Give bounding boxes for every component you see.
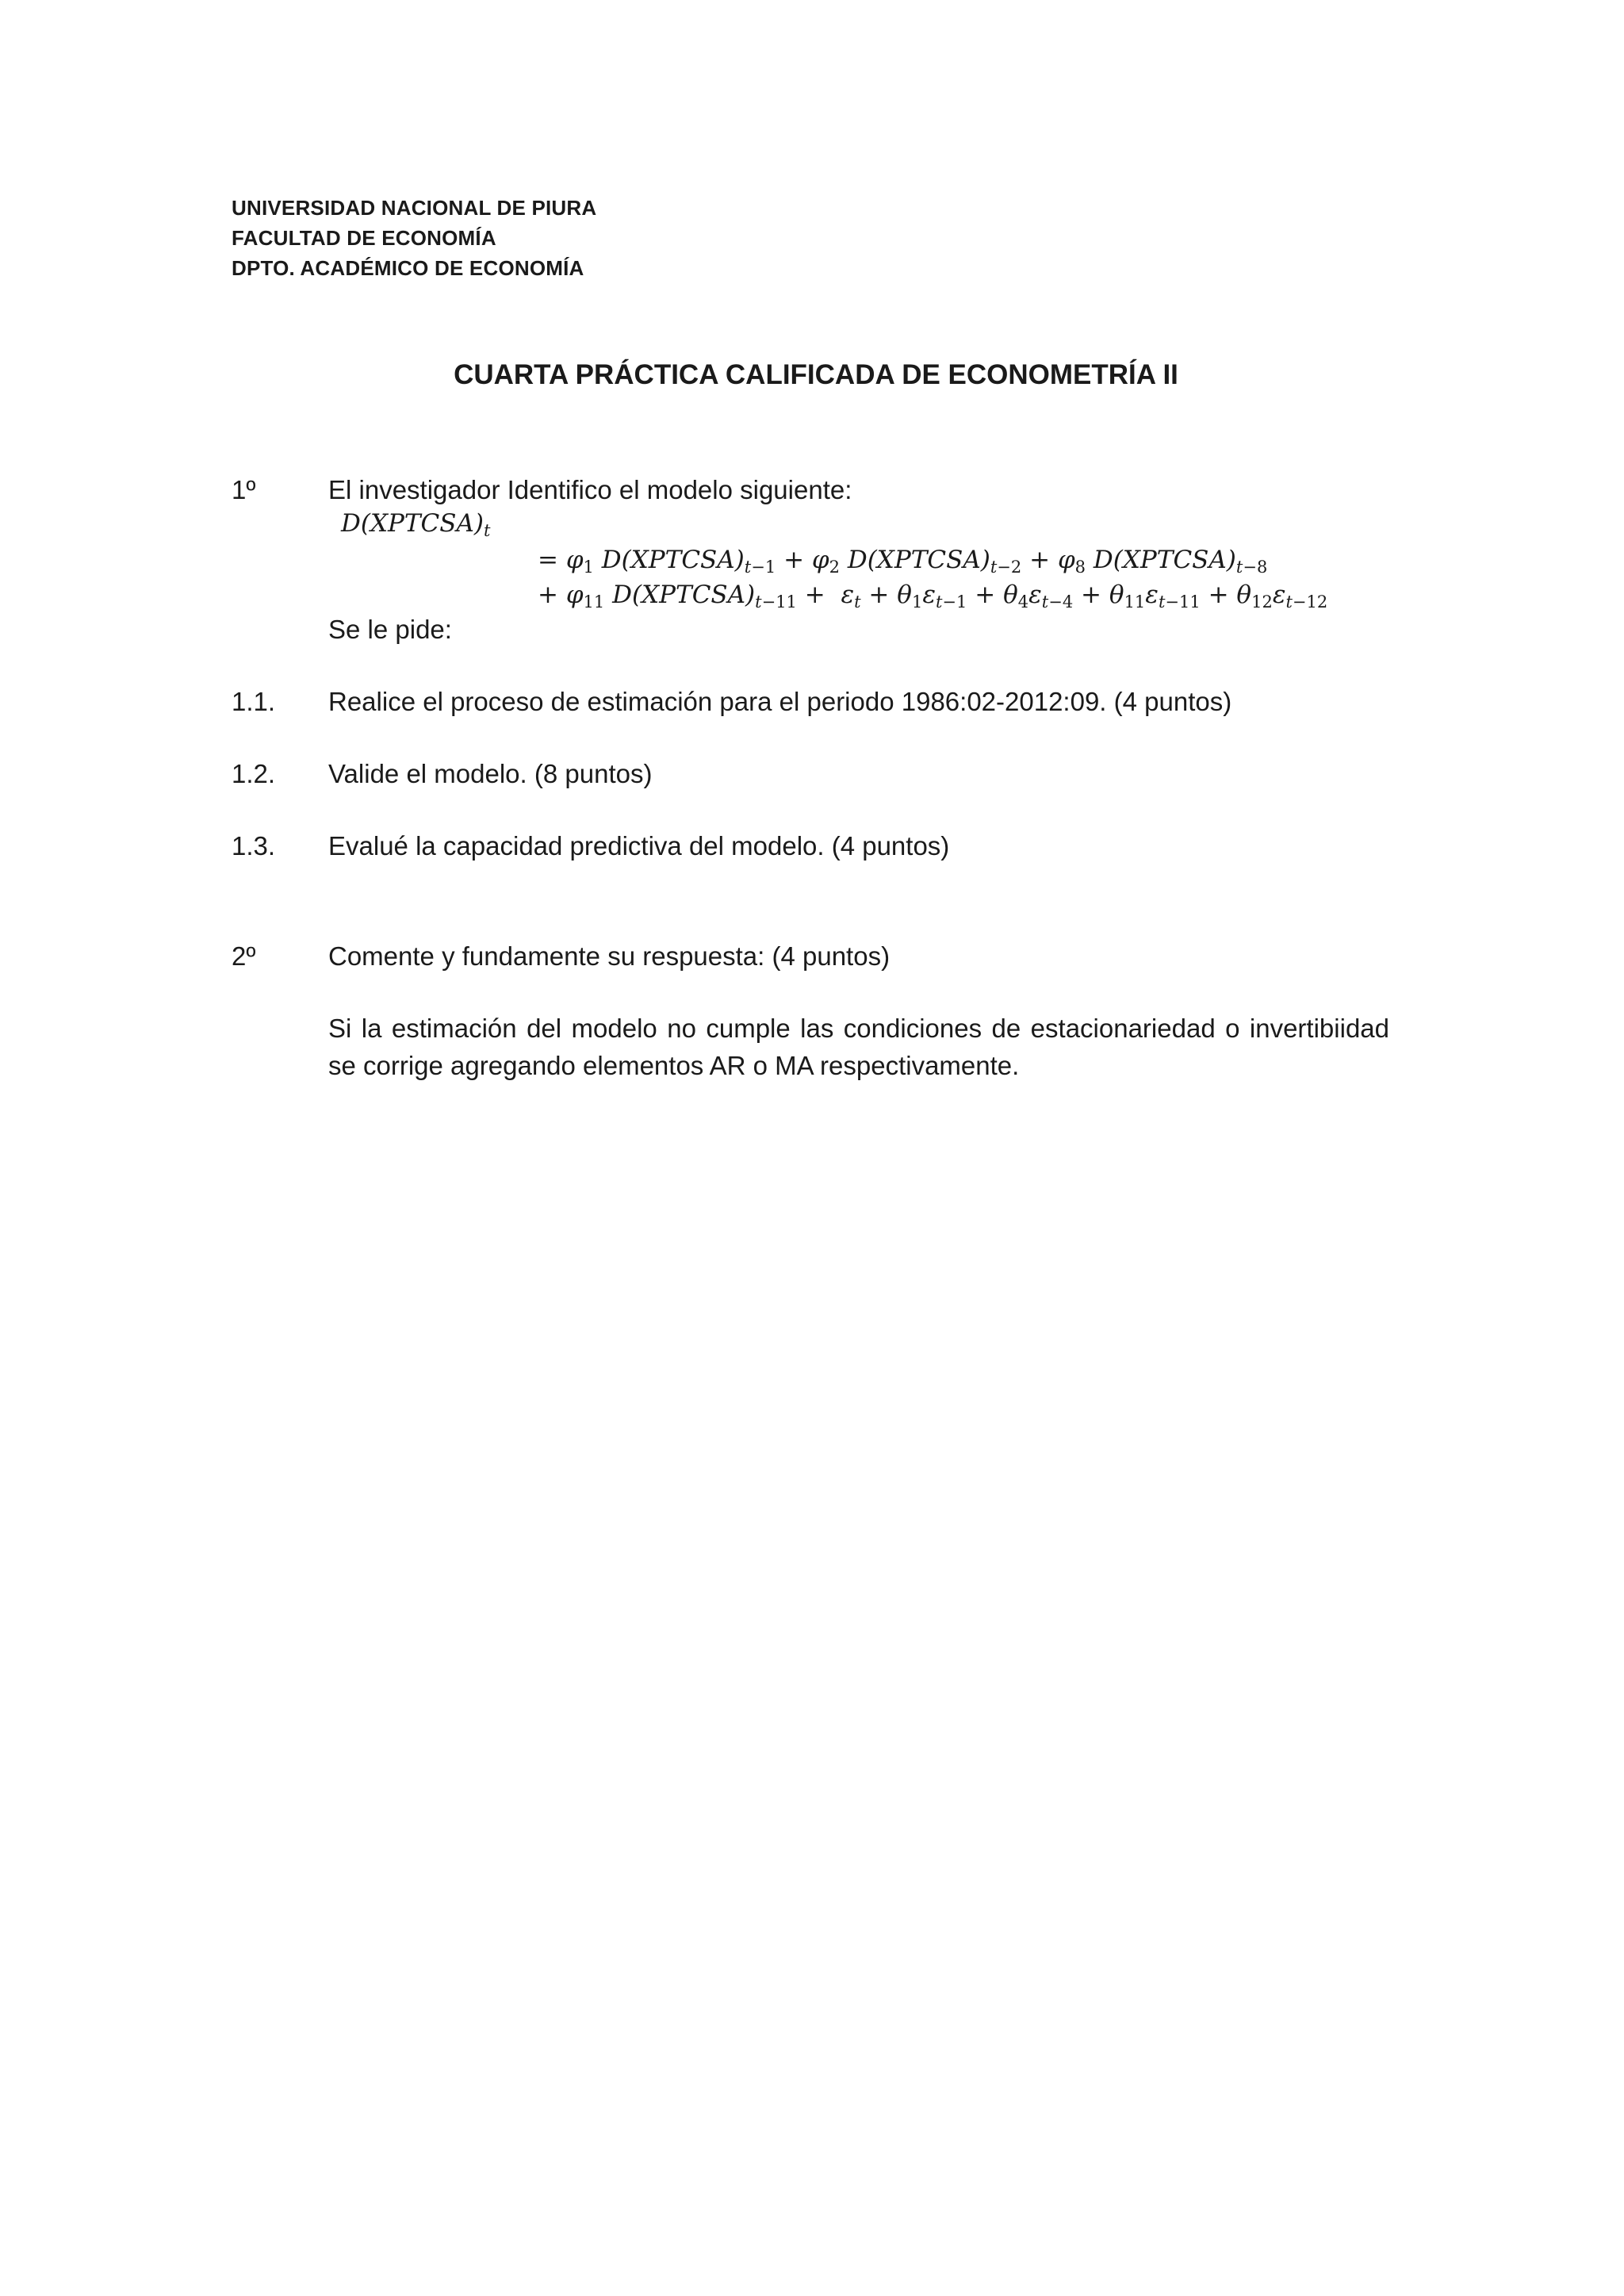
question-2-number: 2º [232,941,256,971]
faculty-name: FACULTAD DE ECONOMÍA [232,226,496,250]
question-1-number: 1º [232,475,256,504]
item-1-2-number: 1.2. [232,759,276,788]
item-1-1-text: Realice el proceso de estimación para el periodo 1986:02-2012:09. (4 puntos) [328,687,1232,716]
item-1-3-text: Evalué la capacidad predictiva del modelo. (4 puntos) [328,831,950,861]
department-name: DPTO. ACADÉMICO DE ECONOMÍA [232,256,584,280]
exam-title: CUARTA PRÁCTICA CALIFICADA DE ECONOMETRÍA II [454,359,1178,390]
request-label: Se le pide: [328,615,452,644]
equation-line-1: = $\varphi_1$ $D(XPTCSA)_{t-1} + \varphi_2$ $D(XPTCSA)_{t-2} + \varphi_8$ $D(XPTCSA)_{t-8}$ [538,546,1268,577]
university-name: UNIVERSIDAD NACIONAL DE PIURA [232,196,597,220]
question-1-intro: El investigador Identifico el modelo siguiente: [328,475,852,504]
equation-line-2: + $\varphi_{11}$ $D(XPTCSA)_{t-11} + \varepsilon_t + \theta_1\varepsilon_{t-1} + \theta_4\varepsilon_{t-4} + \theta_{11}\varepsilon_{t-11} + \theta_{12}\varepsilon_{t-12}$ [538,581,1328,611]
item-1-1-number: 1.1. [232,687,276,716]
item-1-3-number: 1.3. [232,831,276,861]
question-2-statement: Si la estimación del modelo no cumple las condiciones de estacionariedad o invertibiidad se corrige agregando elementos AR o MA respectivamente. [328,1014,1389,1080]
question-2-intro: Comente y fundamente su respuesta: (4 puntos) [328,941,891,971]
equation-lhs: $D(XPTCSA)_t$ [341,509,491,540]
item-1-2-text: Valide el modelo. (8 puntos) [328,759,653,788]
